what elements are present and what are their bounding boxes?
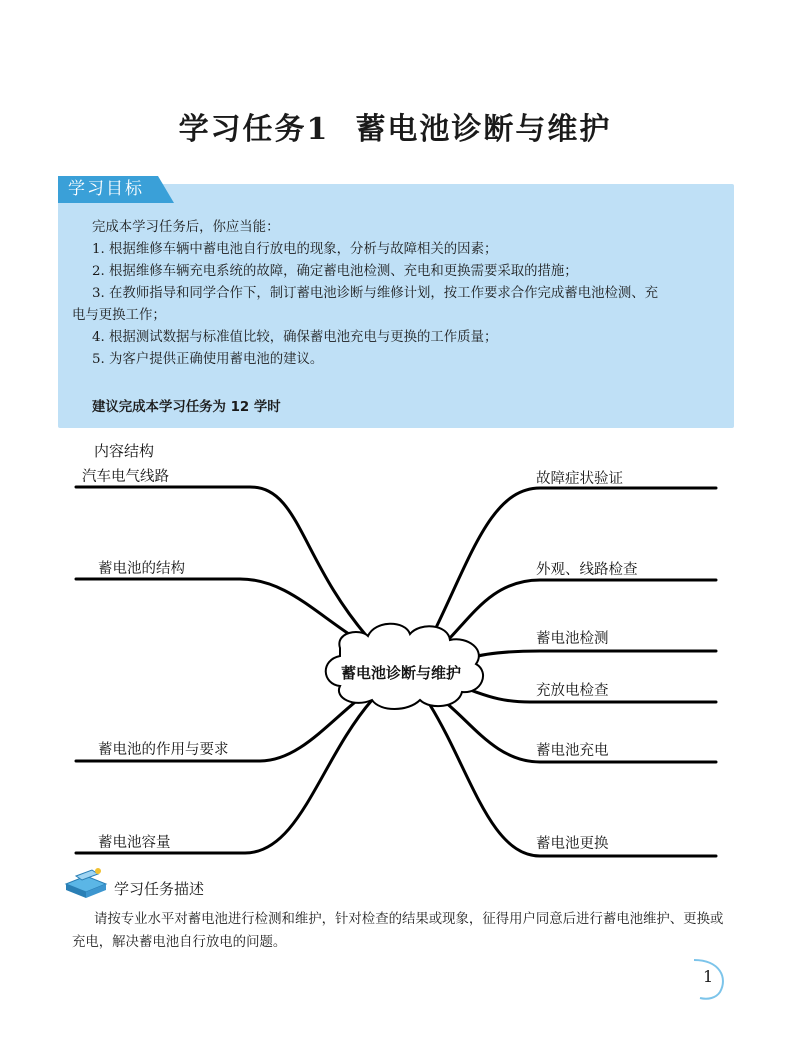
description-body: 请按专业水平对蓄电池进行检测和维护，针对检查的结果或现象，征得用户同意后进行蓄电池维护、更换或充电，解决蓄电池自行放电的问题。 — [72, 912, 724, 950]
left-node: 蓄电池的结构 — [98, 561, 185, 577]
objective-item: 4. 根据测试数据与标准值比较，确保蓄电池充电与更换的工作质量； — [92, 330, 498, 345]
objectives-badge-label: 学习目标 — [68, 179, 144, 199]
right-node: 充放电检查 — [536, 683, 609, 699]
right-node: 蓄电池更换 — [536, 836, 609, 852]
task-name: 蓄电池诊断与维护 — [355, 112, 612, 147]
objective-item: 1. 根据维修车辆中蓄电池自行放电的现象，分析与故障相关的因素； — [92, 242, 498, 257]
right-node: 蓄电池充电 — [536, 743, 609, 759]
objective-item: 2. 根据维修车辆充电系统的故障，确定蓄电池检测、充电和更换需要采取的措施； — [92, 264, 578, 279]
left-node: 蓄电池容量 — [98, 835, 171, 851]
task-number: 学习任务1 — [178, 112, 330, 147]
left-node: 蓄电池的作用与要求 — [98, 742, 229, 758]
center-node-label: 蓄电池诊断与维护 — [341, 664, 462, 682]
right-node: 蓄电池检测 — [536, 631, 609, 647]
branch-line — [470, 651, 716, 658]
objectives-intro: 完成本学习任务后，你应当能： — [92, 220, 280, 235]
objective-item-continued: 电与更换工作； — [72, 308, 166, 323]
page-number: 1 — [703, 967, 714, 986]
objective-item: 5. 为客户提供正确使用蓄电池的建议。 — [92, 352, 324, 367]
description-heading: 学习任务描述 — [114, 880, 205, 898]
structure-heading: 内容结构 — [94, 442, 155, 460]
suggested-hours: 建议完成本学习任务为 12 学时 — [92, 400, 281, 415]
objective-item: 3. 在教师指导和同学合作下，制订蓄电池诊断与维修计划，按工作要求合作完成蓄电池检测、充 — [92, 286, 659, 301]
book-icon — [62, 866, 108, 900]
right-node: 故障症状验证 — [536, 471, 623, 487]
left-node: 汽车电气线路 — [82, 469, 169, 485]
right-node: 外观、线路检查 — [536, 562, 638, 578]
branch-line — [76, 579, 375, 650]
